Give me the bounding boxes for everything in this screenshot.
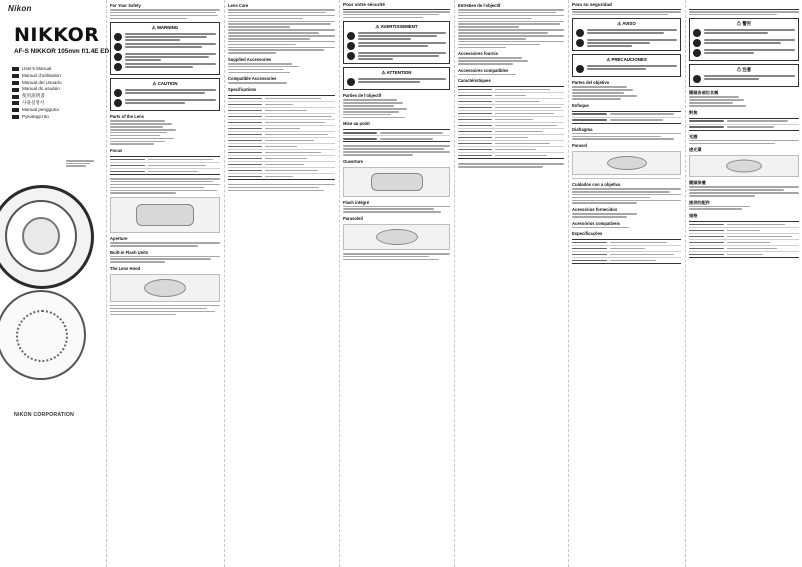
language-item: Manual pengguna [12, 107, 62, 114]
warning-icon [347, 42, 355, 50]
section-heading: 對焦 [689, 109, 698, 115]
caution-box [110, 78, 220, 111]
language-code-icon [12, 74, 19, 78]
warning-box [572, 18, 681, 51]
section-heading: Accessoires fournis [458, 51, 499, 57]
warning-icon [693, 39, 701, 47]
paragraph [458, 163, 564, 167]
language-code-icon [12, 67, 19, 71]
hood-figure [343, 224, 450, 250]
section-heading: Compatible Accessories [228, 76, 277, 82]
section-heading: Parasol [572, 143, 588, 149]
accessory-list [228, 82, 335, 84]
fold-line [454, 0, 455, 567]
section-heading: Partes del objetivo [572, 80, 610, 86]
caution-icon [347, 78, 355, 86]
language-code-icon [12, 108, 19, 112]
model-name: AF-S NIKKOR 105mm f/1.4E ED [14, 48, 110, 55]
section-heading: Acessórios compatíveis [572, 220, 620, 226]
specifications-table [228, 95, 335, 180]
parts-list [572, 86, 681, 99]
section-heading: Ouverture [343, 158, 364, 164]
section-heading: Built-in Flash Units [110, 249, 149, 255]
language-code-icon [12, 95, 19, 99]
section-heading: Caractéristiques [458, 78, 491, 84]
caution-icon [114, 89, 122, 97]
section-heading: Accessoires compatibles [458, 67, 509, 73]
section-heading: 提供的配件 [689, 199, 710, 205]
language-item: Manuel d'utilisation [12, 73, 62, 80]
section-heading: Diafragma [572, 126, 593, 132]
asian-language-column [689, 0, 799, 567]
paragraph [110, 256, 220, 263]
paragraph [110, 242, 220, 246]
warning-icon [114, 63, 122, 71]
section-heading: Especificações [572, 231, 603, 237]
language-code-icon [12, 88, 19, 92]
language-item: 使用說明書 [12, 93, 62, 100]
warning-box [689, 18, 799, 61]
lens-care-list [228, 9, 335, 54]
specifications-table [572, 239, 681, 264]
section-heading: Parasoleil [343, 215, 363, 221]
lens-care-list [689, 186, 799, 196]
french-specs-column [458, 0, 564, 567]
warning-title: ⚠ AVERTISSEMENT [347, 24, 446, 30]
accessory-list [572, 227, 681, 229]
cover-panel [0, 0, 110, 567]
lens-front-illustration [0, 185, 94, 289]
fold-line [106, 0, 107, 567]
paragraph [110, 178, 220, 194]
section-heading: 鏡頭保養 [689, 180, 706, 186]
section-heading: Cuidados con a objetiva [572, 182, 621, 188]
caution-icon [114, 99, 122, 107]
fold-line [224, 0, 225, 567]
language-item: User's Manual [12, 66, 62, 73]
warning-icon [576, 29, 584, 37]
column-header [689, 0, 799, 10]
paragraph [343, 253, 450, 260]
printed-info [66, 160, 94, 167]
paragraph [572, 11, 681, 15]
section-heading: 光圈 [689, 133, 698, 139]
language-item: Manual do usuário [12, 86, 62, 93]
section-heading: Mise au point [343, 121, 370, 127]
brand-logo: Nikon [8, 4, 32, 13]
warning-box [343, 21, 450, 64]
lens-care-list [572, 188, 681, 204]
section-heading: Entretien de l'objectif [458, 3, 501, 8]
specifications-table [458, 86, 564, 159]
language-code-icon [12, 115, 19, 119]
section-heading: Enfoque [572, 102, 589, 108]
caution-box [572, 54, 681, 77]
column-header: Para su seguridad [572, 0, 681, 10]
parts-list [110, 120, 220, 145]
hood-figure [572, 151, 681, 175]
language-item: Руководство [12, 114, 62, 121]
column-header: Pour votre sécurité [343, 0, 450, 10]
section-heading: Aperture [110, 236, 128, 242]
section-heading: Flash intégré [343, 199, 370, 205]
warning-icon [114, 53, 122, 61]
warning-icon [347, 32, 355, 40]
accessory-list [228, 63, 335, 73]
specifications-table [689, 221, 799, 258]
accessory-list [458, 57, 564, 64]
paragraph [110, 305, 220, 315]
parts-list [689, 96, 799, 106]
english-safety-column [110, 0, 220, 567]
section-heading: 規格 [689, 212, 698, 218]
focus-figure [110, 197, 220, 233]
warning-icon [347, 52, 355, 60]
section-heading: Parts of the Lens [110, 114, 144, 120]
warning-box [110, 22, 220, 75]
paragraph [343, 11, 450, 18]
fold-line [339, 0, 340, 567]
accessory-list [572, 213, 681, 217]
language-list [12, 66, 62, 120]
fold-line [685, 0, 686, 567]
company-name: NIKON CORPORATION [14, 412, 75, 418]
caution-box [343, 67, 450, 90]
lens-care-list [458, 9, 564, 48]
language-code-icon [12, 81, 19, 85]
accessory-list [689, 206, 799, 210]
caution-box [689, 64, 799, 87]
aperture-figure [343, 167, 450, 197]
warning-title: ⚠ AVISO [576, 21, 677, 27]
paragraph [343, 145, 450, 155]
focus-mode-table [343, 129, 450, 142]
french-safety-column [343, 0, 450, 567]
english-specs-column [228, 0, 335, 567]
paragraph [689, 11, 799, 15]
accessory-list [458, 74, 564, 76]
section-heading: The Lens Hood [110, 265, 141, 271]
focus-mode-table [110, 156, 220, 175]
focus-mode-table [689, 118, 799, 131]
caution-title: ⚠ 注意 [693, 67, 795, 73]
paragraph [110, 9, 220, 19]
fold-line [568, 0, 569, 567]
paragraph [343, 206, 450, 213]
section-heading: 鏡頭各部位名稱 [689, 90, 719, 96]
paragraph [689, 140, 799, 144]
language-code-icon [12, 101, 19, 105]
caution-icon [693, 75, 701, 83]
caution-title: ⚠ ATTENTION [347, 70, 446, 76]
section-heading: Supplied Accessories [228, 56, 272, 62]
section-heading: Acessórios fornecidos [572, 207, 618, 213]
warning-title: ⚠ 警告 [693, 21, 795, 27]
caution-title: ⚠ PRECAUCIONES [576, 57, 677, 63]
language-item: 사용설명서 [12, 100, 62, 107]
caution-icon [576, 65, 584, 73]
hood-figure [689, 155, 799, 177]
product-title: NIKKOR [14, 24, 100, 46]
spanish-column [572, 0, 681, 567]
warning-icon [576, 39, 584, 47]
caution-title: ⚠ CAUTION [114, 81, 216, 87]
paragraph [572, 133, 681, 140]
warning-icon [693, 29, 701, 37]
section-heading: Lens Care [228, 3, 249, 8]
section-heading: For Your Safety [110, 3, 141, 8]
warning-icon [114, 43, 122, 51]
section-heading: Specifications [228, 86, 257, 92]
section-heading: Focus [110, 147, 123, 153]
section-heading: 遮光罩 [689, 147, 702, 153]
paragraph [228, 184, 335, 191]
language-item: Manual del Usuario [12, 80, 62, 87]
warning-title: ⚠ WARNING [114, 25, 216, 31]
section-heading: Parties de l'objectif [343, 93, 382, 99]
column-divider [572, 178, 681, 179]
warning-icon [693, 49, 701, 57]
focus-mode-table [572, 111, 681, 124]
warning-icon [114, 33, 122, 41]
lens-side-illustration [0, 290, 86, 380]
parts-list [343, 99, 450, 118]
hood-figure [110, 274, 220, 302]
